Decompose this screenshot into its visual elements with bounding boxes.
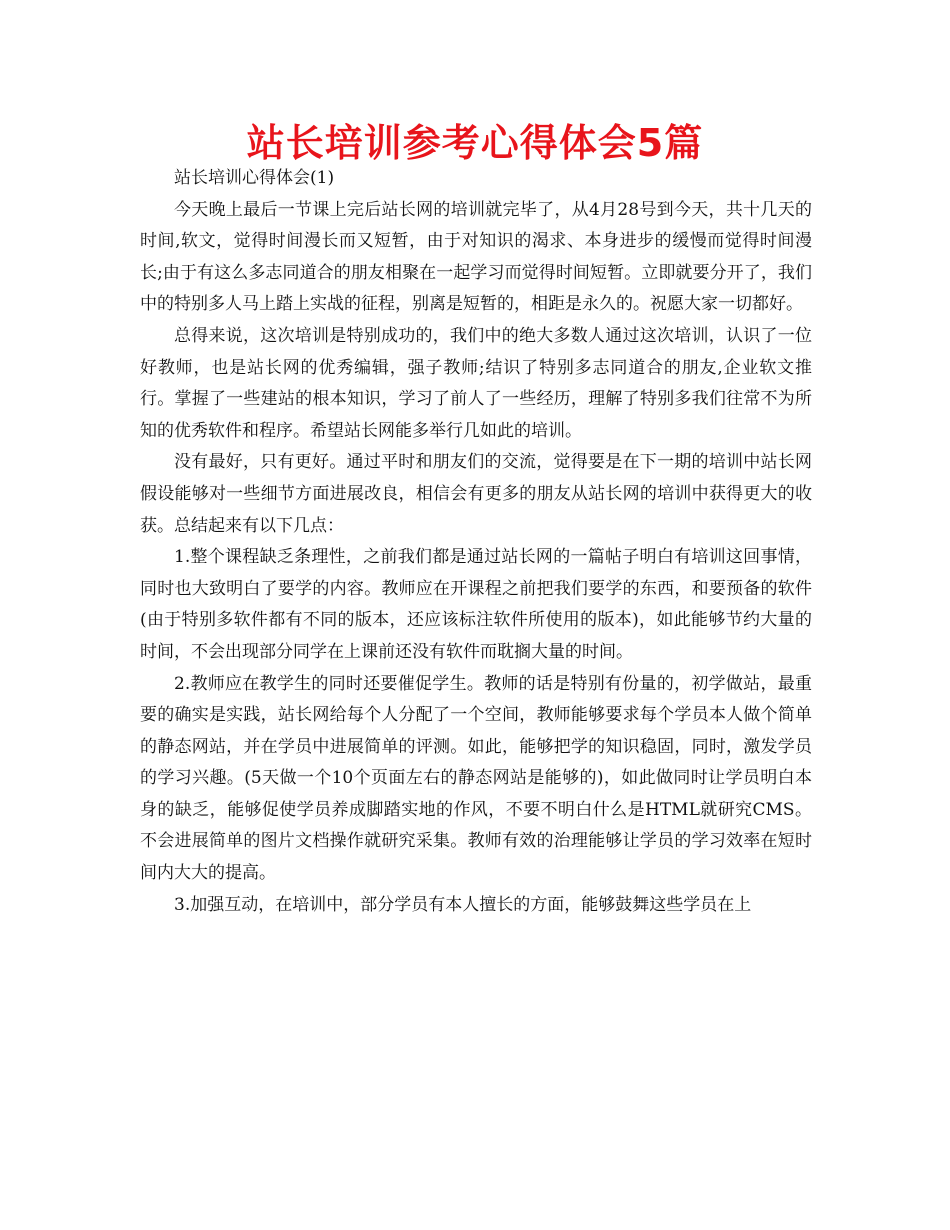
paragraph-2: 总得来说，这次培训是特别成功的，我们中的绝大多数人通过这次培训，认识了一位好教师，也是站长网的优秀编辑，强子教师;结识了特别多志同道合的朋友,企业软文推行。掌握了一些建站的根本知识，学习了前人了一些经历，理解了特别多我们往常不为所知的优秀软件和程序。希望站长网能多举行几如此的培训。 <box>140 325 812 441</box>
document-title: 站长培训参考心得体会5篇 <box>246 121 704 165</box>
section-heading: 站长培训心得体会(1) <box>174 168 335 188</box>
list-item-2: 2.教师应在教学生的同时还要催促学生。教师的话是特别有份量的，初学做站，最重要的确实是实践，站长网给每个人分配了一个空间，教师能够要求每个学员本人做个简单的静态网站，并在学员中进展简单的评测。如此，能够把学的知识稳固，同时，激发学员的学习兴趣。(5天做一个10个页面左右的静态网站是能够的)，如此做同时让学员明白本身的缺乏，能够促使学员养成脚踏实地的作风，不要不明白什么是HTML就研究CMS。不会进展简单的图片文档操作就研究采集。教师有效的治理能够让学员的学习效率在短时间内大大的提高。 <box>140 673 812 884</box>
list-item-1: 1.整个课程缺乏条理性，之前我们都是通过站长网的一篇帖子明白有培训这回事情，同时也大致明白了要学的内容。教师应在开课程之前把我们要学的东西，和要预备的软件(由于特别多软件都有不同的版本，还应该标注软件所使用的版本)，如此能够节约大量的时间，不会出现部分同学在上课前还没有软件而耽搁大量的时间。 <box>140 547 812 662</box>
document-body <box>140 163 812 921</box>
paragraph-3: 没有最好，只有更好。通过平时和朋友们的交流，觉得要是在下一期的培训中站长网假设能够对一些细节方面进展改良，相信会有更多的朋友从站长网的培训中获得更大的收获。总结起来有以下几点： <box>140 452 812 536</box>
list-item-3: 3.加强互动，在培训中，部分学员有本人擅长的方面，能够鼓舞这些学员在上 <box>174 894 752 915</box>
paragraph-1: 今天晚上最后一节课上完后站长网的培训就完毕了，从4月28号到今天，共十几天的时间,软文，觉得时间漫长而又短暂，由于对知识的渴求、本身进步的缓慢而觉得时间漫长;由于有这么多志同道合的朋友相聚在一起学习而觉得时间短暂。立即就要分开了，我们中的特别多人马上踏上实战的征程，别离是短暂的，相距是永久的。祝愿大家一切都好。 <box>140 199 812 315</box>
